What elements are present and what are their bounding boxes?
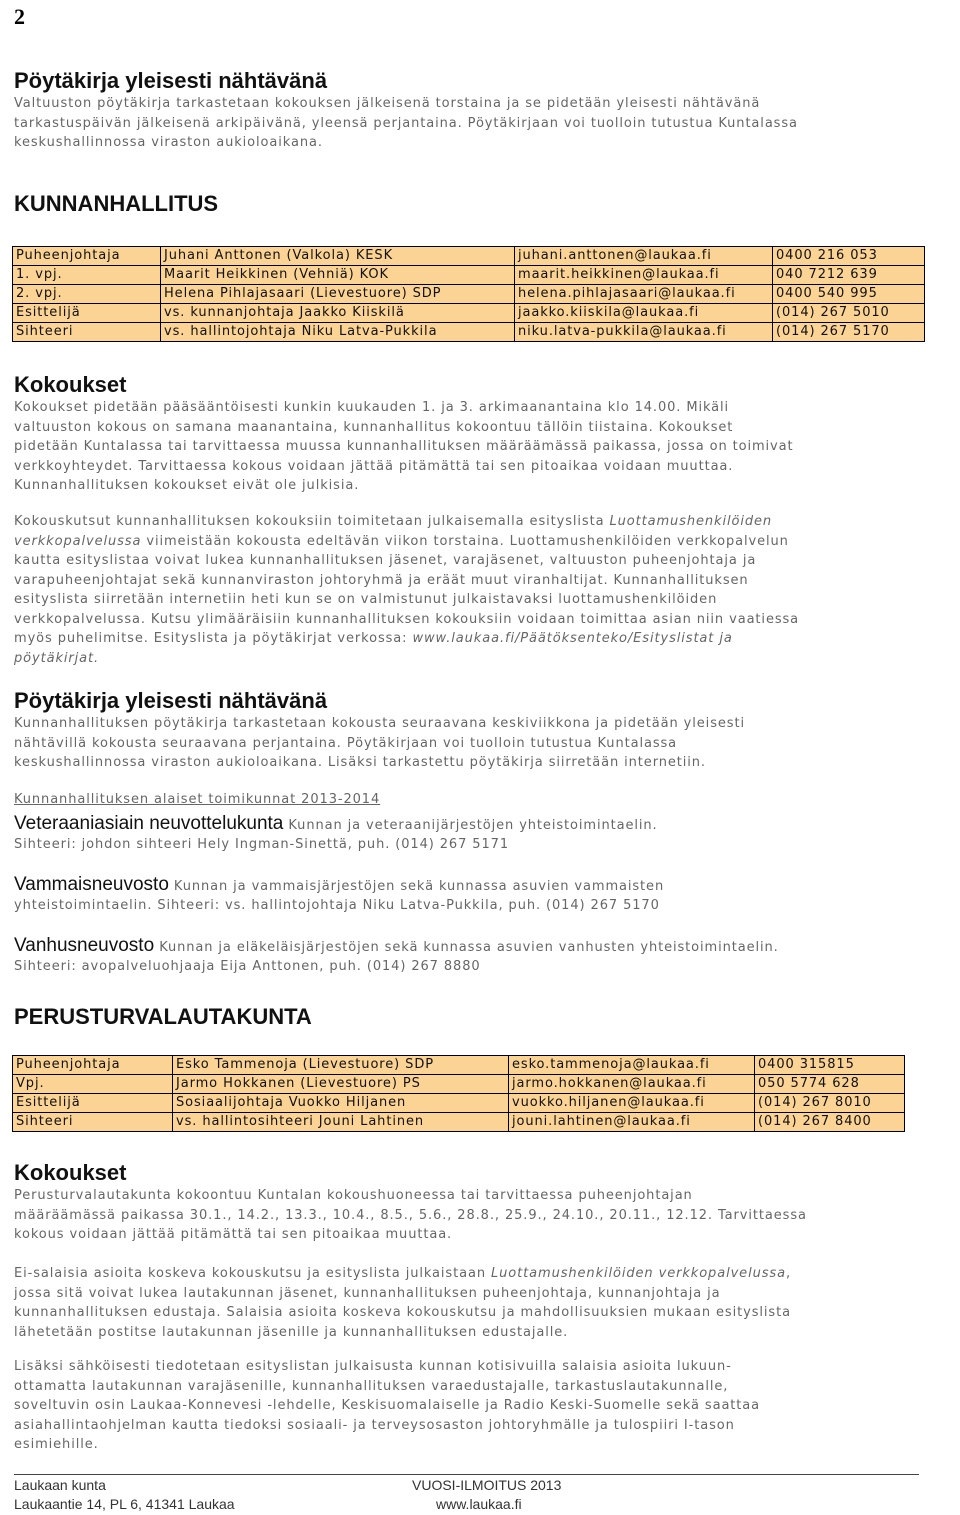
footer-website-link[interactable]: www.laukaa.fi [436,1496,522,1512]
text-run: Ei-salaisia asioita koskeva kokouskutsu ja esityslista julkaistaan [14,1266,492,1281]
text-run: Kunnan ja veteraanijärjestöjen yhteistoimintaelin. [283,817,658,833]
paragraph-line: yhteistoimintaelin. Sihteeri: vs. hallintojohtaja Niku Latva-Pukkila, puh. (014) 267 5170 [14,898,660,913]
website-path-link[interactable]: pöytäkirjat. [14,650,100,666]
phone-cell: (014) 267 5010 [773,304,925,323]
role-cell: Sihteeri [13,1113,173,1132]
phone-cell: 0400 315815 [755,1056,905,1075]
role-cell: 2. vpj. [13,285,161,304]
table-row [13,266,925,285]
toimikunta-name: Veteraaniasiain neuvottelukunta [14,812,284,834]
toimikunta-item [14,936,954,958]
paragraph-line: Perusturvalautakunta kokoontuu Kuntalan kokoushuoneessa tai tarvittaessa puheenjohtajan [14,1188,693,1203]
email-cell: jouni.lahtinen@laukaa.fi [509,1113,755,1132]
phone-cell: (014) 267 5170 [773,323,925,342]
toimikunnat [14,790,954,977]
text-run: , [785,1266,791,1281]
paragraph-line: Kokoukset pidetään pääsääntöisesti kunkin kuukauden 1. ja 3. arkimaanantaina klo 14.00. Mikäli [14,400,730,415]
paragraph-line: keskushallinnossa viraston aukioloaikana. [14,135,323,150]
paragraph-line: ottamatta lautakunnan varajäsenille, kunnanhallituksen varaedustajalle, tarkastuslautakunnalle, [14,1378,729,1394]
paragraph-line: pidetään Kuntalassa tai tarvittaessa muussa kunnanhallituksen määräämässä paikassa, jossa on toimivat [14,439,794,454]
paragraph-line: Lisäksi sähköisesti tiedotetaan esityslistan julkaisusta kunnan kotisivuilla salaisia asioita lukuun- [14,1359,732,1374]
table-row [13,1056,905,1075]
section-title: Kokoukset [14,1160,127,1185]
perusturva-heading-wrap [14,1004,954,1030]
email-cell: maarit.heikkinen@laukaa.fi [515,266,773,285]
service-name-italic: Luottamushenkilöiden verkkopalvelussa [491,1266,786,1281]
pl-lisaksi [14,1357,954,1455]
paragraph-line: varapuheenjohtajat sekä kunnanviraston johtoryhmä ja eräät muut viranhaltijat. Kunnanhallituksen [14,572,749,588]
text-run: viimeistään kokousta edeltävän viikon torstaina. Luottamushenkilöiden verkkopalvelun [141,533,789,549]
footer-publication: VUOSI-ILMOITUS 2013 [412,1477,562,1493]
name-cell: vs. hallintosihteeri Jouni Lahtinen [173,1113,509,1132]
valtuusto-notice [14,68,954,153]
name-cell: Sosiaalijohtaja Vuokko Hiljanen [173,1094,509,1113]
toimikunta-name: Vammaisneuvosto [14,873,169,895]
kunnanhallitus-heading-wrap [14,191,954,217]
paragraph-line: asiahallintaohjelman kautta tiedoksi sosiaali- ja terveysosaston johtoryhmälle ja tulospiiri I-tason [14,1417,735,1433]
service-name-italic: verkkopalvelussa [14,533,142,549]
text-run: Kokouskutsut kunnanhallituksen kokouksiin toimitetaan julkaisemalla esityslista [14,514,610,529]
phone-cell: (014) 267 8400 [755,1113,905,1132]
kh-kokoukset [14,372,954,496]
paragraph-line: esityslista siirretään internetiin heti kun se on valmistunut julkaistavaksi luottamushenkilöiden [14,592,718,607]
role-cell: Puheenjohtaja [13,247,161,266]
kunnanhallitus-title: KUNNANHALLITUS [14,191,219,216]
paragraph-line: kokous voidaan jättää pitämättä tai sen pitoaikaa muuttaa. [14,1227,453,1242]
email-cell: helena.pihlajasaari@laukaa.fi [515,285,773,304]
table-row [13,323,925,342]
name-cell: Helena Pihlajasaari (Lievestuore) SDP [161,285,515,304]
toimikunta-name: Vanhusneuvosto [14,934,155,956]
paragraph-line: määräämässä paikassa 30.1., 14.2., 13.3., 10.4., 8.5., 5.6., 28.8., 25.9., 24.10., 20.11., 12.12. Tarvittaessa [14,1207,807,1223]
email-cell: vuokko.hiljanen@laukaa.fi [509,1094,755,1113]
paragraph-line: Sihteeri: johdon sihteeri Hely Ingman-Sinettä, puh. (014) 267 5171 [14,837,509,852]
section-title: Kokoukset [14,372,127,397]
perusturvalautakunta-title: PERUSTURVALAUTAKUNTA [14,1004,312,1029]
name-cell: vs. kunnanjohtaja Jaakko Kiiskilä [161,304,515,323]
paragraph-line: tarkastuspäivän jälkeisenä arkipäivänä, yleensä perjantaina. Pöytäkirjaan voi tuolloin tutustua Kuntalassa [14,115,798,131]
phone-cell: 0400 540 995 [773,285,925,304]
perusturva-members-table [12,1055,905,1132]
role-cell: Esittelijä [13,304,161,323]
text-run: Kunnan ja eläkeläisjärjestöjen sekä kunnassa asuvien vanhusten yhteistoimintaelin. [154,939,779,955]
paragraph-line: kautta esityslistaa voivat lukea kunnanhallituksen jäsenet, varajäsenet, valtuuston puheenjohtaja ja [14,553,757,568]
table-row [13,1094,905,1113]
kh-kokouskutsut [14,512,954,668]
name-cell: Esko Tammenoja (Lievestuore) SDP [173,1056,509,1075]
paragraph-line: Kunnanhallituksen pöytäkirja tarkastetaan kokousta seuraavana keskiviikkona ja pidetään yleisesti [14,716,745,731]
website-path-link[interactable]: www.laukaa.fi/Päätöksenteko/Esityslistat ja [412,631,733,646]
paragraph-line: verkkoyhteydet. Tarvittaessa kokous voidaan jättää pitämättä tai sen pitoaikaa voidaan muuttaa. [14,458,734,474]
toimikunta-item [14,875,954,897]
paragraph-line [14,629,954,649]
email-cell: jarmo.hokkanen@laukaa.fi [509,1075,755,1094]
table-row [13,247,925,266]
email-cell: jaakko.kiiskila@laukaa.fi [515,304,773,323]
phone-cell: 050 5774 628 [755,1075,905,1094]
footer-divider [14,1474,919,1475]
paragraph-line [14,1264,954,1284]
paragraph-line: jossa sitä voivat lukea lautakunnan jäsenet, kunnanhallituksen puheenjohtaja, kunnanjohtaja ja [14,1285,721,1301]
phone-cell: 040 7212 639 [773,266,925,285]
email-cell: esko.tammenoja@laukaa.fi [509,1056,755,1075]
email-cell: juhani.anttonen@laukaa.fi [515,247,773,266]
service-name-italic: Luottamushenkilöiden [609,514,773,529]
role-cell: Esittelijä [13,1094,173,1113]
pl-kokoukset [14,1160,954,1245]
paragraph-line: esimiehille. [14,1437,99,1452]
paragraph-line: lähetetään postitse lautakunnan jäsenille ja kunnanhallituksen edustajalle. [14,1324,569,1340]
paragraph-line [14,532,954,552]
paragraph-line: soveltuvin osin Laukaa-Konnevesi -lehdelle, Keskisuomalaiselle ja Radio Keski-Suomelle sekä saattaa [14,1398,761,1413]
page-number: 2 [14,4,25,29]
name-cell: Maarit Heikkinen (Vehniä) KOK [161,266,515,285]
footer-address: Laukaantie 14, PL 6, 41341 Laukaa [14,1496,235,1512]
table-row [13,1113,905,1132]
paragraph-line: Valtuuston pöytäkirja tarkastetaan kokouksen jälkeisenä torstaina ja se pidetään yleisesti nähtävänä [14,96,761,111]
table-row [13,304,925,323]
paragraph-line: verkkopalvelussa. Kutsu ylimääräisiin kunnanhallituksen kokouksiin voidaan toimittaa asian niin vaatiessa [14,611,800,627]
paragraph-line [14,512,954,532]
table-row [13,1075,905,1094]
section-title: Pöytäkirja yleisesti nähtävänä [14,688,328,713]
paragraph-line: nähtävillä kokousta seuraavana perjantaina. Pöytäkirjaan voi tuolloin tutustua Kuntalassa [14,735,678,751]
kh-poytakirja-notice [14,688,954,773]
text-run: myös puhelimitse. Esityslista ja pöytäkirjat verkossa: [14,631,413,646]
name-cell: vs. hallintojohtaja Niku Latva-Pukkila [161,323,515,342]
role-cell: Sihteeri [13,323,161,342]
role-cell: Puheenjohtaja [13,1056,173,1075]
kunnanhallitus-members-table [12,246,925,342]
pl-ei-salaisia [14,1264,954,1342]
role-cell: Vpj. [13,1075,173,1094]
text-run: Kunnan ja vammaisjärjestöjen sekä kunnassa asuvien vammaisten [168,878,665,894]
email-cell: niku.latva-pukkila@laukaa.fi [515,323,773,342]
paragraph-line: Sihteeri: avopalveluohjaaja Eija Anttonen, puh. (014) 267 8880 [14,959,481,974]
name-cell: Jarmo Hokkanen (Lievestuore) PS [173,1075,509,1094]
section-title: Pöytäkirja yleisesti nähtävänä [14,68,328,93]
paragraph-line: Kunnanhallituksen kokoukset eivät ole julkisia. [14,478,360,493]
toimikunta-item [14,814,954,836]
phone-cell: (014) 267 8010 [755,1094,905,1113]
paragraph-line: keskushallinnossa viraston aukioloaikana. Lisäksi tarkastettu pöytäkirja siirretään internetiin. [14,755,706,770]
name-cell: Juhani Anttonen (Valkola) KESK [161,247,515,266]
phone-cell: 0400 216 053 [773,247,925,266]
table-row [13,285,925,304]
toimikunnat-heading: Kunnanhallituksen alaiset toimikunnat 2013-2014 [14,792,381,807]
paragraph-line: valtuuston kokous on samana maanantaina, kunnanhallitus kokoontuu tällöin tiistaina. Kokoukset [14,419,734,435]
paragraph-line: kunnanhallituksen edustaja. Salaisia asioita koskeva kokouskutsu ja mahdollisuuksien mukaan esityslista [14,1305,791,1320]
footer-org: Laukaan kunta [14,1477,106,1493]
role-cell: 1. vpj. [13,266,161,285]
